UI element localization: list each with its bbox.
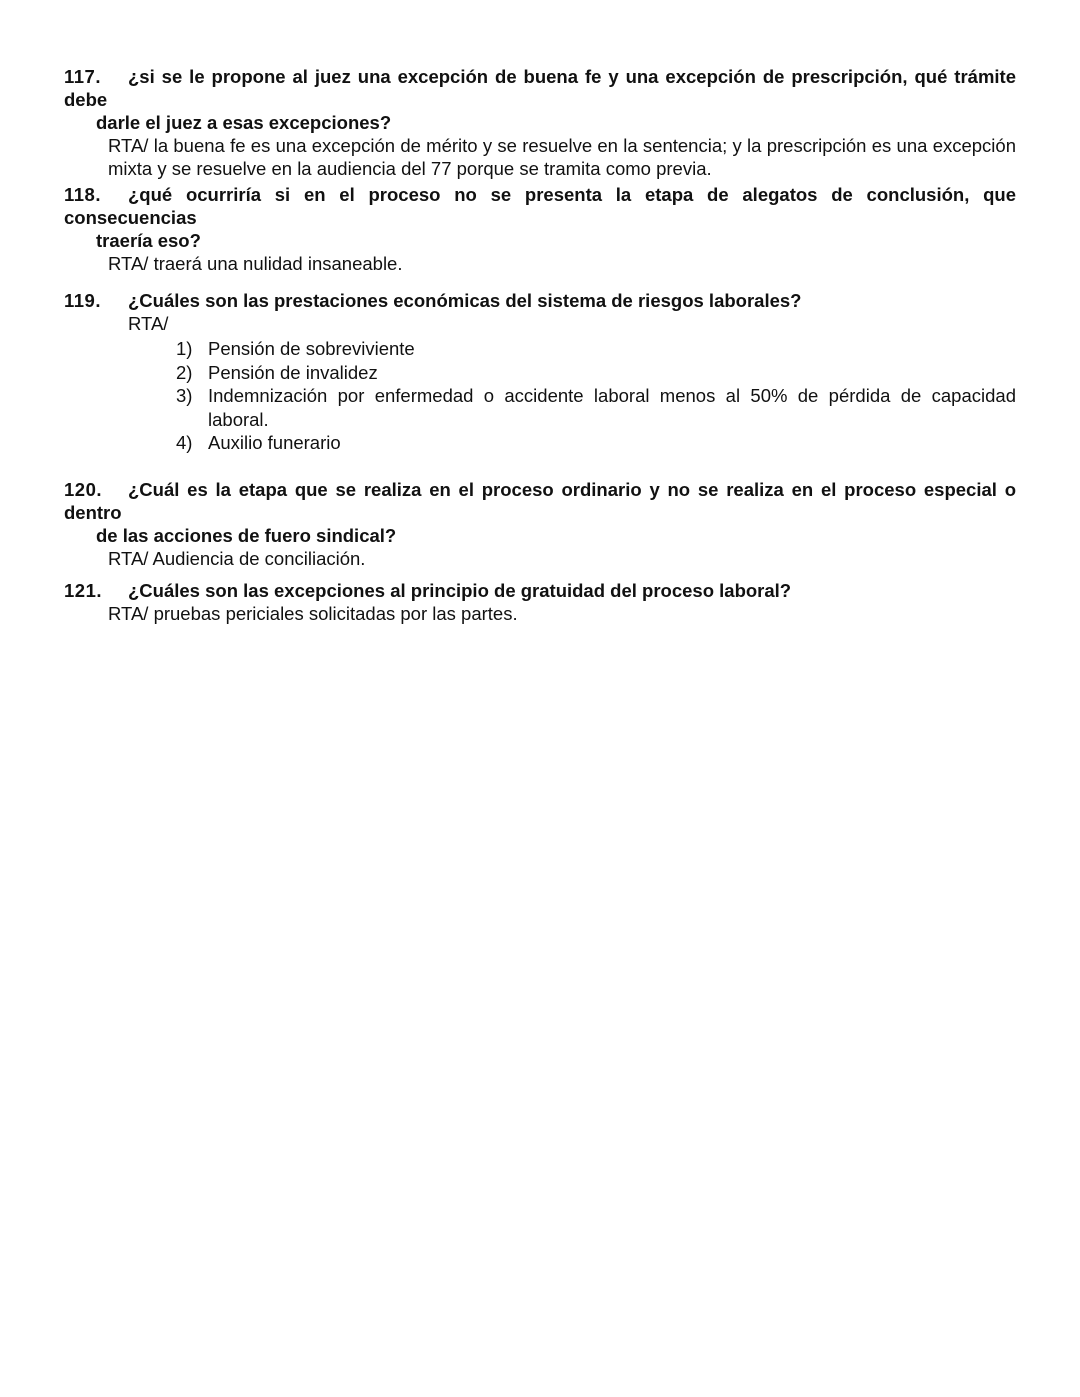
question-block-118 xyxy=(64,183,1016,275)
question-text: ¿Cuál es la etapa que se realiza en el proceso ordinario y no se realiza en el proceso especial o dentro xyxy=(64,479,1016,523)
question-block-120 xyxy=(64,478,1016,570)
question-number: 118. xyxy=(64,184,101,205)
question-text-continued: darle el juez a esas excepciones? xyxy=(96,112,392,133)
question-text: ¿Cuáles son las prestaciones económicas del sistema de riesgos laborales? xyxy=(128,290,802,311)
question-block-117 xyxy=(64,65,1016,180)
question-number: 120. xyxy=(64,479,103,500)
question-text: ¿qué ocurriría si en el proceso no se presenta la etapa de alegatos de conclusión, que consecuencias xyxy=(64,184,1016,228)
list-item: 1) Pensión de sobreviviente xyxy=(176,338,415,359)
question-117 xyxy=(64,65,1016,134)
question-text: ¿Cuáles son las excepciones al principio de gratuidad del proceso laboral? xyxy=(128,580,792,601)
answer-119-prefix: RTA/ xyxy=(128,313,169,334)
question-number: 117. xyxy=(64,66,101,87)
answer-121: RTA/ pruebas periciales solicitadas por las partes. xyxy=(108,603,518,624)
question-120 xyxy=(64,478,1016,547)
question-number: 121. xyxy=(64,580,103,601)
answer-118: RTA/ traerá una nulidad insaneable. xyxy=(108,253,403,274)
question-text: ¿si se le propone al juez una excepción de buena fe y una excepción de prescripción, qué trámite debe xyxy=(64,66,1016,110)
question-121 xyxy=(64,579,1016,602)
question-text-continued: de las acciones de fuero sindical? xyxy=(96,525,397,546)
benefits-list xyxy=(176,337,1016,455)
question-118 xyxy=(64,183,1016,252)
list-item: 3) Indemnización por enfermedad o accidente laboral menos al 50% de pérdida de capacidad laboral. xyxy=(176,385,1016,430)
list-item: 4) Auxilio funerario xyxy=(176,432,341,453)
answer-117: RTA/ la buena fe es una excepción de mérito y se resuelve en la sentencia; y la prescripción es una excepción mixta y se resuelve en la audiencia del 77 porque se tramita como previa. xyxy=(108,135,1016,179)
question-block-121 xyxy=(64,579,1016,625)
answer-120: RTA/ Audiencia de conciliación. xyxy=(108,548,366,569)
list-item: 2) Pensión de invalidez xyxy=(176,361,378,383)
question-block-119 xyxy=(64,289,1016,455)
question-number: 119. xyxy=(64,290,101,311)
question-text-continued: traería eso? xyxy=(96,230,201,251)
question-119 xyxy=(64,289,1016,312)
